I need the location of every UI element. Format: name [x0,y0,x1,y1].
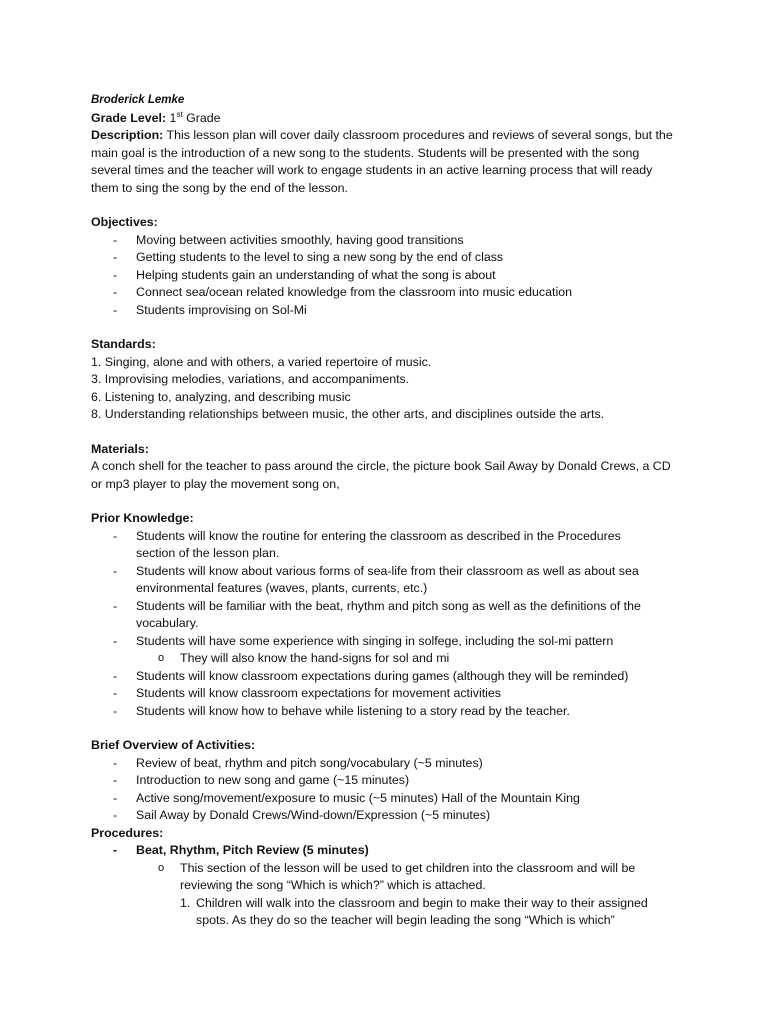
overview-item: - Active song/movement/exposure to music (~5 minutes) Hall of the Mountain King [91,790,691,808]
procedures-heading: Procedures: [91,825,164,840]
standard-item: 1. Singing, alone and with others, a varied repertoire of music. [91,354,432,369]
description-line: This lesson plan will cover daily classroom procedures and reviews of several songs, but the [166,128,673,142]
procedure-subitem-cont: reviewing the song “Which is which?” which is attached. [180,878,486,892]
standard-item: 8. Understanding relationships between music, the other arts, and disciplines outside the arts. [91,407,605,421]
overview-item: - Review of beat, rhythm and pitch song/vocabulary (~5 minutes) [91,755,691,773]
procedure-subitem: o This section of the lesson will be used to get children into the classroom and will be [91,860,691,878]
objective-item: - Moving between activities smoothly, having good transitions [91,232,691,250]
objective-item: - Connect sea/ocean related knowledge from the classroom into music education [91,284,691,302]
author-name: Broderick Lemke [91,94,185,106]
standards-section [91,336,691,424]
prior-item: - Students will know how to behave while listening to a story read by the teacher. [91,703,691,721]
prior-item: - Students will know classroom expectations for movement activities [91,685,691,703]
procedure-item: - Beat, Rhythm, Pitch Review (5 minutes) [91,842,691,860]
prior-item-cont: vocabulary. [136,616,199,630]
objective-item: - Getting students to the level to sing a new song by the end of class [91,249,691,267]
standards-heading: Standards: [91,337,156,351]
prior-subitem: o They will also know the hand-signs for sol and mi [91,650,691,668]
grade-label: Grade Level: [91,110,167,125]
prior-item: - Students will have some experience with singing in solfege, including the sol-mi pattern [91,633,691,651]
overview-item: - Introduction to new song and game (~15 minutes) [91,772,691,790]
grade-suffix: Grade [186,110,221,125]
standard-item: 6. Listening to, analyzing, and describing music [91,389,351,404]
description-label: Description: [91,128,164,142]
objectives-heading: Objectives: [91,215,158,229]
prior-knowledge-heading: Prior Knowledge: [91,511,194,525]
procedure-step-cont: spots. As they do so the teacher will begin leading the song “Which is which” [196,913,615,927]
prior-item: - Students will know classroom expectations during games (although they will be reminded) [91,668,691,686]
prior-item: - Students will know about various forms of sea-life from their classroom as well as about sea [91,563,691,581]
procedure-step [91,895,691,913]
materials-line: A conch shell for the teacher to pass around the circle, the picture book Sail Away by Donald Crews, a CD [91,459,671,473]
overview-section [91,737,691,825]
objective-item: - Students improvising on Sol-Mi [91,302,691,320]
objective-item: - Helping students gain an understanding of what the song is about [91,267,691,285]
standard-item: 3. Improvising melodies, variations, and accompaniments. [91,372,410,386]
description-line: them to sing the song by the end of the lesson. [91,180,348,195]
overview-item: - Sail Away by Donald Crews/Wind-down/Expression (~5 minutes) [91,807,691,825]
prior-item: - Students will know the routine for entering the classroom as described in the Procedures [91,528,691,546]
description-line: main goal is the introduction of a new song to the students. Students will be presented with the song [91,145,640,160]
materials-section [91,441,691,494]
step-text: Children will walk into the classroom and begin to make their way to their assigned [196,895,648,910]
grade-value: 1 [169,110,177,125]
prior-item-cont: section of the lesson plan. [136,546,280,560]
prior-knowledge-section [91,510,691,720]
materials-heading: Materials: [91,441,149,456]
description-line: several times and the teacher will work to engage students in an active learning process that will ready [91,163,653,177]
procedures-section [91,825,691,930]
lesson-plan [91,92,691,930]
prior-item: - Students will be familiar with the beat, rhythm and pitch song as well as the definitions of the [91,598,691,616]
prior-item-cont: environmental features (waves, plants, currents, etc.) [136,581,428,595]
grade-level [91,110,691,128]
materials-line: or mp3 player to play the movement song on, [91,476,340,491]
overview-heading: Brief Overview of Activities: [91,738,256,752]
description [91,127,691,197]
step-number: 1. [180,895,191,910]
objectives-section [91,214,691,319]
grade-sup: st [176,109,183,119]
